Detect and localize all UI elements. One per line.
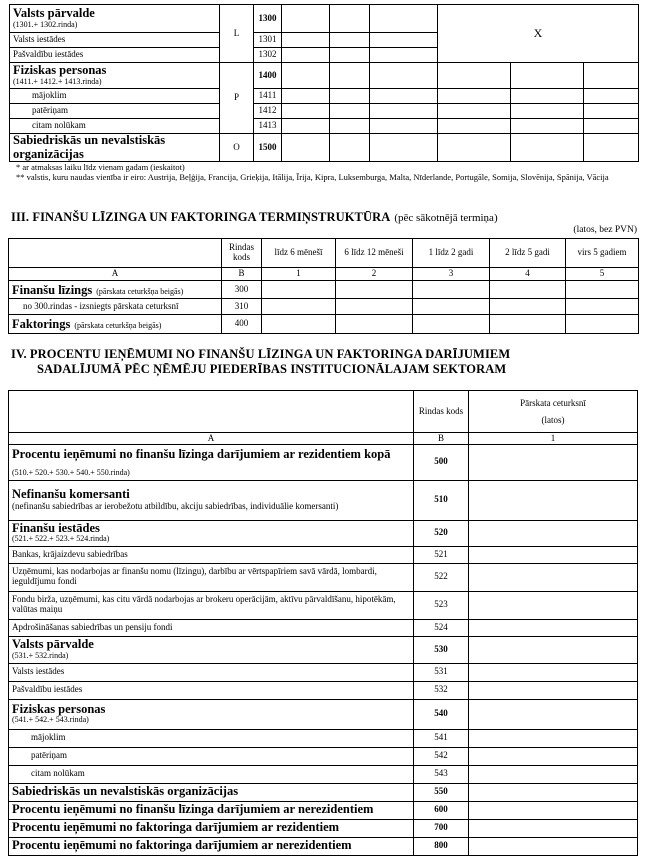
interest-income-table [8,390,638,856]
table-row [9,619,638,636]
header-row [9,239,639,268]
x-mark: X [438,5,639,63]
sector-letter: L [220,5,254,63]
section-4-title-line1: IV. PROCENTU IEŅĒMUMI NO FINANŠU LĪZINGA UN FAKTORINGA DARĪJUMIEM [11,347,511,361]
row-label: Finanšu iestādes [12,520,100,535]
row-label: Valsts iestādes [9,663,414,681]
row-code: 1300 [254,5,282,33]
row-label: citam nolūkam [9,765,414,783]
table-row [9,281,639,299]
row-code: 521 [414,546,469,563]
row-label: Fondu birža, uzņēmumi, kas citu vārdā nodarbojas ar brokeru operācijām, aktīvu pārvaldīšanu, hipotēkām, valūtas maiņu [9,591,414,619]
row-code: 1413 [254,119,282,134]
row-note: (pārskata ceturkšņa beigās) [74,321,162,331]
footnote: * ar atmaksas laiku līdz vienam gadam (ieskaitot) [16,162,185,172]
column-letter: A [9,268,222,281]
letter-row [9,433,638,445]
table-row [10,89,639,104]
row-code: 531 [414,663,469,681]
column-letter: B [414,433,469,445]
column-letter: 3 [413,268,490,281]
row-label: no 300.rindas - izsniegts pārskata ceturksnī [9,299,222,315]
row-code: 800 [414,837,469,855]
row-label: Procentu ieņēmumi no finanšu līzinga darījumiem ar nerezidentiem [9,801,414,819]
column-letter: 2 [336,268,413,281]
row-code: 500 [414,445,469,481]
row-code: 700 [414,819,469,837]
column-letter: 5 [566,268,639,281]
row-code: 542 [414,747,469,765]
row-code: 1500 [254,134,282,162]
table-row [10,5,639,33]
row-label: Sabiedriskās un nevalstiskās organizācijas [10,134,220,162]
column-header: 2 līdz 5 gadi [490,239,566,268]
column-letter: 4 [490,268,566,281]
row-label: Valsts pārvalde [13,6,95,21]
table-row [9,299,639,315]
column-header: virs 5 gadiem [566,239,639,268]
row-code: 600 [414,801,469,819]
row-code: 532 [414,681,469,699]
row-code: 400 [222,315,262,333]
row-label: Finanšu līzings [12,283,93,297]
table-row [9,315,639,333]
row-code: 550 [414,783,469,801]
table-row [9,546,638,563]
row-code: 1400 [254,63,282,89]
column-letter: B [222,268,262,281]
table-row [10,104,639,119]
row-label: Fiziskas personas [13,63,107,78]
row-code: 523 [414,591,469,619]
top-sector-table [9,4,639,162]
row-label: Sabiedriskās un nevalstiskās organizācijas [9,783,414,801]
section-title: III. FINANŠU LĪZINGA UN FAKTORINGA TERMIŅSTRUKTŪRA [11,210,391,224]
table-row [9,445,638,481]
table-row [9,801,638,819]
footnotes [16,162,636,182]
column-header: Rindas kods [222,239,262,268]
table-row [9,681,638,699]
row-code: 541 [414,729,469,747]
table-row [10,63,639,89]
row-note: (pārskata ceturkšņa beigās) [96,287,184,296]
table-row [9,819,638,837]
row-label: Apdrošināšanas sabiedrības un pensiju fondi [9,619,414,636]
table-row [9,663,638,681]
header-row [9,391,638,433]
row-code: 1301 [254,33,282,48]
row-label: patēriņam [10,104,220,119]
unit-label: (latos, bez PVN) [573,225,637,235]
row-label: Valsts pārvalde [12,637,94,652]
row-sub: (531.+ 532.rinda) [12,650,69,660]
row-sub: (510.+ 520.+ 530.+ 540.+ 550.rinda) [12,468,130,478]
row-sub: (1411.+ 1412.+ 1413.rinda) [13,76,102,86]
row-code: 1302 [254,48,282,63]
row-label: Pašvaldību iestādes [10,48,220,63]
column-header: 6 līdz 12 mēneši [336,239,413,268]
table-row [9,480,638,520]
column-header: 1 līdz 2 gadi [413,239,490,268]
row-label: Procentu ieņēmumi no faktoringa darījumiem ar nerezidentiem [9,837,414,855]
letter-row [9,268,639,281]
term-structure-table [8,238,639,334]
row-label: Procentu ieņēmumi no faktoringa darījumiem ar rezidentiem [9,819,414,837]
row-label: mājoklim [9,729,414,747]
table-row [10,119,639,134]
sector-letter: O [220,134,254,162]
row-code: 510 [414,480,469,520]
table-row [9,591,638,619]
row-code: 540 [414,699,469,729]
table-row [9,783,638,801]
row-label: Bankas, krājaizdevu sabiedrības [9,546,414,563]
row-sub: (541.+ 542.+ 543.rinda) [12,715,89,725]
column-unit: (latos) [541,414,565,425]
footnote: ** valstis, kuru naudas vienība ir eiro: Austrija, Beļģija, Francija, Grieķija, Itālija, Īrija, Kipra, Luksemburga, Malta, Nīderlande, Portugāle, Somija, Slovēnija, Spānija, Vācija [16,172,609,183]
row-label: patēriņam [9,747,414,765]
table-row [9,520,638,546]
row-label: Valsts iestādes [10,33,220,48]
table-row [9,563,638,591]
column-letter: A [9,433,414,445]
row-label: Uzņēmumi, kas nodarbojas ar finanšu nomu (līzingu), darbību ar vērtspapīriem savā vārdā, lombardi, ieguldījumu fondi [9,563,414,591]
row-sub: (nefinanšu sabiedrības ar ierobežotu atbildību, akciju sabiedrības, individuālie komersanti) [12,500,339,511]
row-code: 1412 [254,104,282,119]
section-title-note: (pēc sākotnējā termiņa) [394,212,498,224]
row-label: Procentu ieņēmumi no finanšu līzinga darījumiem ar rezidentiem kopā [12,447,391,461]
column-header: līdz 6 mēnešī [262,239,336,268]
section-3-title [11,208,641,226]
row-label: Pašvaldību iestādes [9,681,414,699]
row-code: 524 [414,619,469,636]
column-letter: 1 [262,268,336,281]
table-row [9,765,638,783]
table-row [9,636,638,663]
row-label: mājoklim [10,89,220,104]
row-label: Faktorings [12,317,71,332]
row-code: 520 [414,520,469,546]
row-code: 543 [414,765,469,783]
row-label: citam nolūkam [10,119,220,134]
row-code: 530 [414,636,469,663]
row-code: 522 [414,563,469,591]
column-header: Rindas kods [414,391,469,433]
row-code: 310 [222,299,262,315]
table-row [9,747,638,765]
table-row [9,729,638,747]
table-row [9,837,638,855]
row-code: 300 [222,281,262,299]
row-sub: (1301.+ 1302.rinda) [13,19,78,29]
row-label: Nefinanšu komersanti [12,487,130,502]
row-sub: (521.+ 522.+ 523.+ 524.rinda) [12,534,110,544]
column-header: Pārskata ceturksnī [520,398,586,409]
row-code: 1411 [254,89,282,104]
column-letter: 1 [469,433,638,445]
row-label: Fiziskas personas [12,701,106,716]
table-row [9,699,638,729]
table-row [10,134,639,162]
sector-letter: P [220,63,254,134]
section-4-title-line2: SADALĪJUMĀ PĒC ŅĒMĒJU PIEDERĪBAS INSTITUCIONĀLAJAM SEKTORAM [37,362,507,376]
